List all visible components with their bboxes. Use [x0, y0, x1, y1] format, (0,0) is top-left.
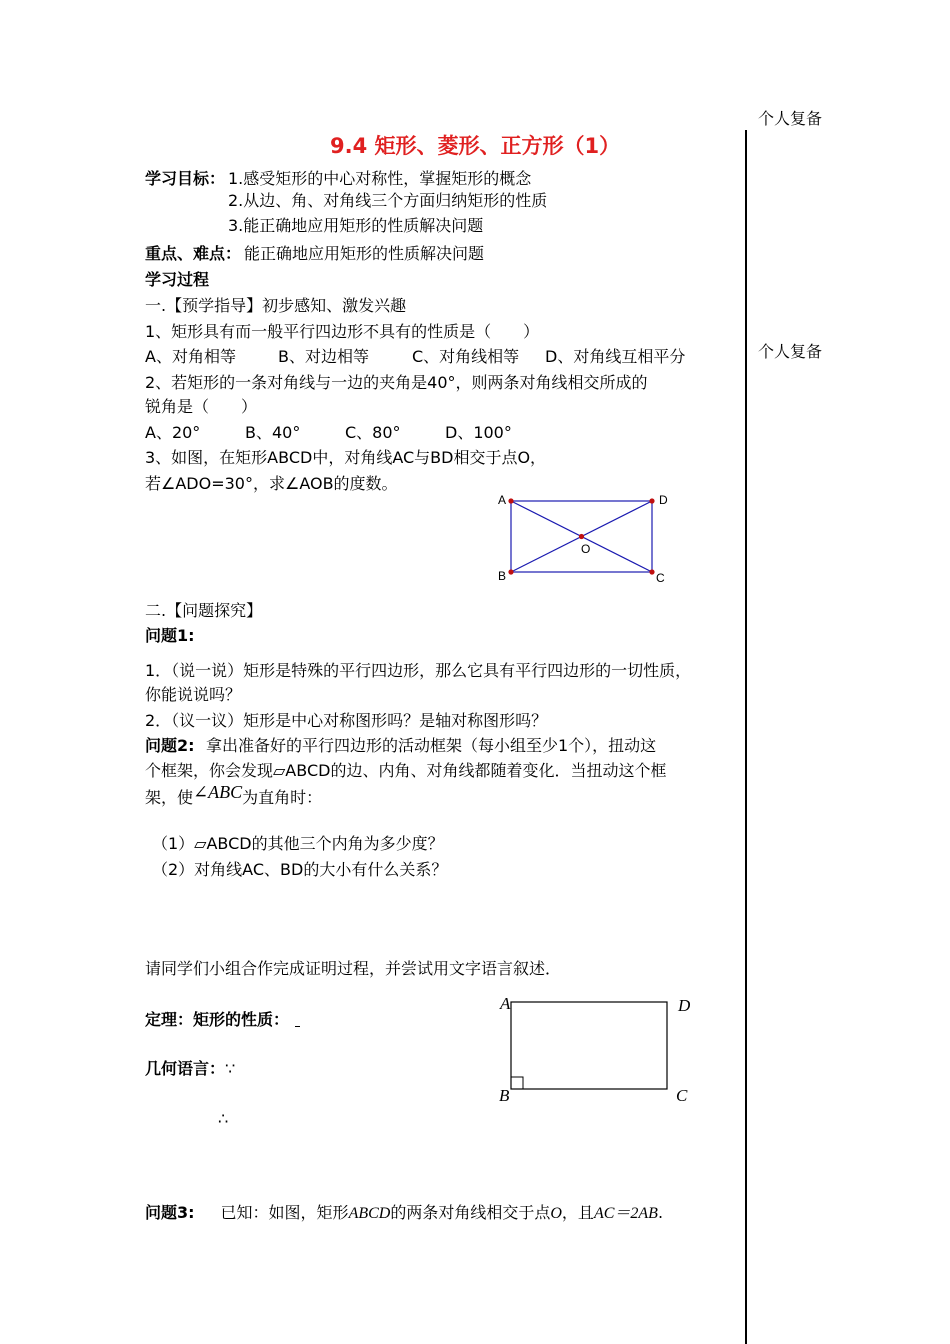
goal-item: 1.感受矩形的中心对称性，掌握矩形的概念: [228, 169, 532, 188]
theorem-label: 定理：矩形的性质：: [145, 1010, 290, 1029]
problem2-sub1: （1）▱ABCD的其他三个内角为多少度？: [152, 834, 444, 853]
q1-option-a: A、对角相等: [145, 347, 236, 366]
q2-option-d: D、100°: [445, 423, 512, 442]
rect-name: ABCD: [348, 1205, 391, 1222]
section2-heading: 二.【问题探究】: [145, 601, 263, 620]
label-a: A: [498, 493, 507, 507]
label-c: C: [656, 571, 665, 585]
margin-divider-line: [745, 130, 747, 1344]
point-name: O: [550, 1205, 562, 1222]
angle-abc: ∠ABC: [193, 782, 243, 802]
equation: AC＝2AB: [593, 1205, 658, 1222]
question-2-stem-cont: 锐角是（ ）: [145, 397, 258, 416]
problem1-item1-line1: 1．（说一说）矩形是特殊的平行四边形，那么它具有平行四边形的一切性质，: [145, 661, 692, 680]
theorem-blank-line: [295, 1026, 300, 1027]
q2-option-c: C、80°: [345, 423, 401, 442]
problem3-text-pre: 已知：如图，矩形: [220, 1203, 349, 1222]
sidebar-note-label: 个人复备: [758, 342, 823, 361]
problem2-line3: [145, 782, 323, 809]
problem3-text-mid2: ，且: [561, 1203, 594, 1222]
label-a: A: [500, 994, 511, 1013]
process-heading: 学习过程: [145, 270, 210, 289]
point-b: [508, 569, 513, 574]
label-c: C: [676, 1086, 688, 1105]
question-1-stem: 1、矩形具有而一般平行四边形不具有的性质是（ ）: [145, 322, 540, 341]
problem3-text-end: .: [657, 1203, 664, 1222]
problem2-sub2: （2）对角线AC、BD的大小有什么关系？: [152, 860, 448, 879]
problem1-item1-line2: 你能说说吗？: [145, 685, 242, 704]
therefore-symbol: ∴: [218, 1109, 229, 1128]
q2-option-a: A、20°: [145, 423, 201, 442]
because-symbol: ∵: [225, 1059, 236, 1078]
goals-label: 学习目标：: [145, 169, 226, 188]
problem2-line1: 拿出准备好的平行四边形的活动框架（每小组至少1个），扭动这: [206, 736, 657, 755]
question-3-line1: 3、如图，在矩形ABCD中，对角线AC与BD相交于点O，: [145, 448, 547, 467]
point-c: [649, 569, 654, 574]
goal-item: 2.从边、角、对角线三个方面归纳矩形的性质: [228, 191, 548, 210]
section1-heading: 一.【预学指导】初步感知、激发兴趣: [145, 296, 407, 315]
question-2-stem: 2、若矩形的一条对角线与一边的夹角是40°，则两条对角线相交所成的: [145, 373, 648, 392]
q1-option-b: B、对边相等: [278, 347, 369, 366]
right-angle-rectangle-figure: [492, 992, 702, 1107]
q2-option-b: B、40°: [245, 423, 301, 442]
point-o: [579, 534, 584, 539]
question-3-line2: 若∠ADO=30°，求∠AOB的度数。: [145, 474, 398, 493]
q1-option-c: C、对角线相等: [412, 347, 520, 366]
cooperate-instruction: 请同学们小组合作完成证明过程，并尝试用文字语言叙述．: [145, 959, 562, 978]
problem3-text-mid: 的两条对角线相交于点: [390, 1203, 551, 1222]
page-title: 9.4 矩形、菱形、正方形（1）: [330, 134, 621, 158]
label-b: B: [499, 1086, 510, 1105]
sidebar-note-label: 个人复备: [758, 109, 823, 128]
geometry-label: 几何语言：: [145, 1059, 226, 1078]
problem3: [145, 1202, 663, 1225]
problem2-line3-pre: 架，使: [145, 788, 194, 807]
label-d: D: [678, 996, 691, 1015]
label-o: O: [581, 542, 591, 556]
rectangle-abcd-2: [511, 1002, 667, 1089]
point-d: [649, 498, 654, 503]
focus-label: 重点、难点：: [145, 244, 242, 263]
problem2-line2: 个框架，你会发现▱ABCD的边、内角、对角线都随着变化．当扭动这个框: [145, 761, 667, 780]
problem1-item2: 2．（议一议）矩形是中心对称图形吗？是轴对称图形吗？: [145, 711, 548, 730]
problem1-label: 问题1:: [145, 626, 195, 645]
q1-option-d: D、对角线互相平分: [545, 347, 686, 366]
focus-text: 能正确地应用矩形的性质解决问题: [244, 244, 485, 263]
geometry-language: [145, 1058, 235, 1080]
label-d: D: [659, 493, 668, 507]
problem3-label: 问题3:: [145, 1203, 195, 1222]
right-angle-mark: [511, 1077, 523, 1089]
point-a: [508, 498, 513, 503]
label-b: B: [498, 569, 507, 583]
goal-item: 3.能正确地应用矩形的性质解决问题: [228, 216, 484, 235]
problem2-label: 问题2:: [145, 736, 195, 755]
rectangle-diagonals-figure: [490, 490, 680, 590]
problem2-line3-post: 为直角时：: [242, 788, 323, 807]
